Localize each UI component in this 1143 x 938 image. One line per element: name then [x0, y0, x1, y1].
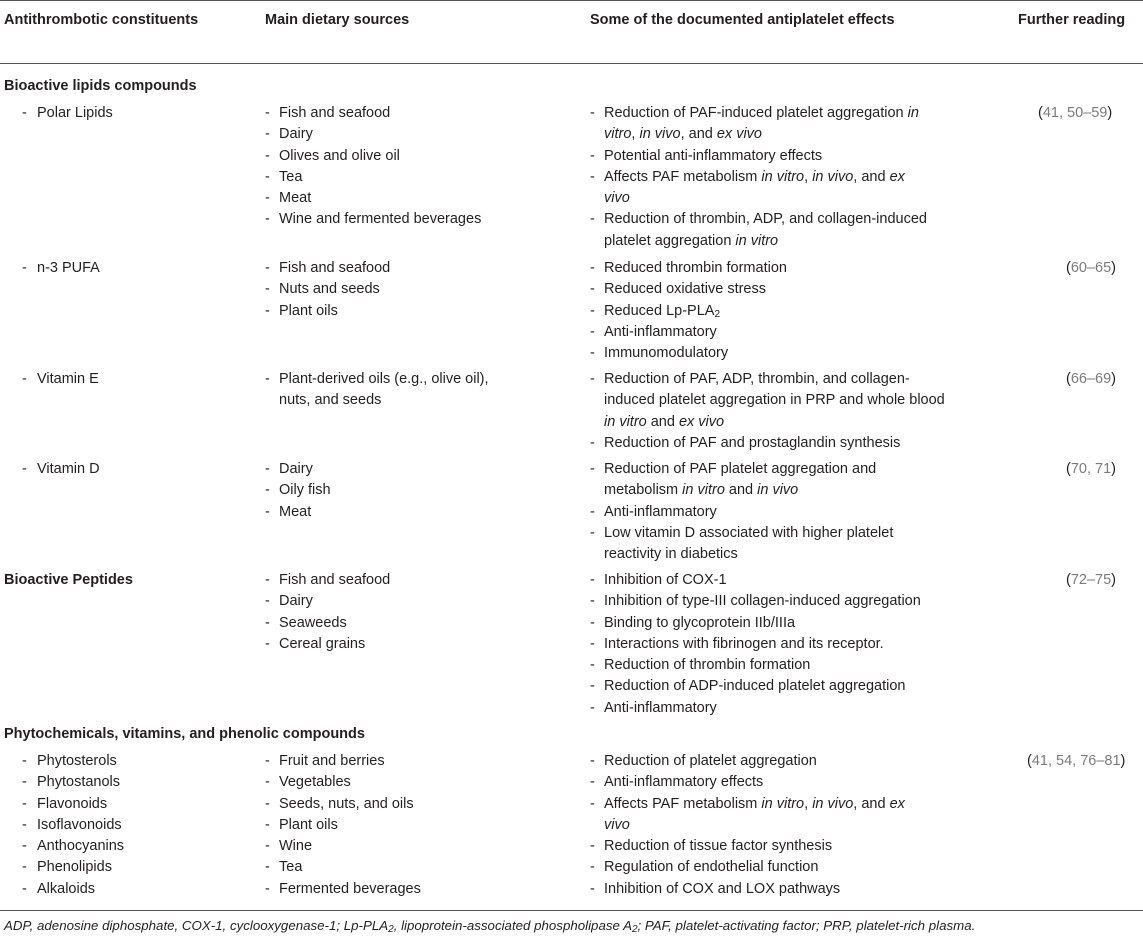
row-polar-lipids-name	[8, 103, 113, 124]
row-pufa-sources	[265, 258, 565, 322]
table-footnote: ADP, adenosine diphosphate, COX-1, cyclooxygenase-1; $Lp-PLA_2$, lipoprotein-associated phospholipase $A_2$; PAF, platelet-activating factor; PRP, platelet-rich plasma.	[4, 918, 976, 935]
row-polar-lipids-sources	[265, 103, 565, 231]
row-vitamin-d-effects	[590, 459, 930, 565]
effect-item: - Low vitamin D associated with higher platelet reactivity in diabetics	[590, 523, 930, 566]
effect-item: - Reduction of thrombin, ADP, and collagen-induced platelet aggregation in vitro	[590, 209, 930, 252]
header-sources: Main dietary sources	[265, 12, 410, 28]
source-item: - Dairy	[265, 591, 565, 612]
effect-item: - Anti-inflammatory	[590, 502, 930, 523]
row-vitamin-e-sources	[265, 369, 515, 412]
constituent-item: - Anthocyanins	[22, 836, 252, 857]
header-effects: Some of the documented antiplatelet effects	[590, 12, 895, 28]
effect-item: - Inhibition of type-III collagen-induced aggregation	[590, 591, 950, 612]
effect-item: - Anti-inflammatory	[590, 698, 950, 719]
header-further-reading: Further reading	[1018, 12, 1126, 28]
constituent-item: - Isoflavonoids	[22, 815, 252, 836]
effect-item: - Reduced oxidative stress	[590, 279, 930, 300]
effect-item: - Reduction of PAF-induced platelet aggregation in vitro, in vivo, and ex vivo	[590, 103, 930, 146]
effect-item: - Reduction of tissue factor synthesis	[590, 836, 930, 857]
row-vitamin-d-refs: (70, 71)	[1066, 461, 1117, 477]
constituent-item: - Alkaloids	[22, 879, 252, 900]
source-item: - Wine and fermented beverages	[265, 209, 565, 230]
section-phytochemicals: Phytochemicals, vitamins, and phenolic compounds	[4, 726, 365, 742]
constituent-item: - Phytostanols	[22, 772, 252, 793]
constituent-item: - Vitamin E	[22, 369, 99, 390]
source-item: - Fish and seafood	[265, 570, 565, 591]
source-item: - Olives and olive oil	[265, 146, 565, 167]
effect-item: - Affects PAF metabolism in vitro, in vivo, and ex vivo	[590, 167, 930, 210]
constituent-item: - Vitamin D	[22, 459, 100, 480]
source-item: - Cereal grains	[265, 634, 565, 655]
row-vitamin-e-refs: (66–69)	[1066, 371, 1117, 387]
constituent-item: - Phenolipids	[22, 857, 252, 878]
source-item: - Tea	[265, 167, 565, 188]
row-pufa-name	[8, 258, 100, 279]
constituent-item: - Phytosterols	[22, 751, 252, 772]
effect-item: - Regulation of endothelial function	[590, 857, 930, 878]
effect-item: - Reduced thrombin formation	[590, 258, 930, 279]
effect-item: - Reduced $Lp-PLA_2$	[590, 301, 930, 322]
header-constituents: Antithrombotic constituents	[4, 12, 199, 28]
section-lipids: Bioactive lipids compounds	[4, 78, 197, 94]
source-item: - Dairy	[265, 459, 565, 480]
effect-item: - Binding to glycoprotein IIb/IIIa	[590, 613, 950, 634]
source-item: - Dairy	[265, 124, 565, 145]
row-phyto-constituents	[8, 751, 252, 900]
source-item: - Meat	[265, 188, 565, 209]
row-polar-lipids-refs: (41, 50–59)	[1038, 105, 1113, 121]
reference-link[interactable]: 41, 54, 76–81	[1031, 753, 1121, 769]
row-phyto-sources	[265, 751, 565, 900]
constituent-item: - n-3 PUFA	[22, 258, 100, 279]
constituent-item: - Flavonoids	[22, 794, 252, 815]
effect-item: - Reduction of ADP-induced platelet aggregation	[590, 676, 950, 697]
source-item: - Fruit and berries	[265, 751, 565, 772]
effect-item: - Reduction of PAF platelet aggregation and metabolism in vitro and in vivo	[590, 459, 930, 502]
effect-item: - Reduction of PAF, ADP, thrombin, and collagen-induced platelet aggregation in PRP and whole blood in vitro and ex vivo	[590, 369, 950, 433]
effect-item: - Reduction of PAF and prostaglandin synthesis	[590, 433, 950, 454]
source-item: - Meat	[265, 502, 565, 523]
source-item: - Plant oils	[265, 301, 565, 322]
row-polar-lipids-effects	[590, 103, 930, 252]
effect-item: - Interactions with fibrinogen and its receptor.	[590, 634, 950, 655]
reference-link[interactable]: 41, 50–59	[1042, 105, 1108, 121]
section-peptides: Bioactive Peptides	[4, 572, 133, 588]
header-rule	[0, 63, 1143, 64]
reference-link[interactable]: 70, 71	[1070, 461, 1112, 477]
source-item: - Fish and seafood	[265, 258, 565, 279]
source-item: - Oily fish	[265, 480, 565, 501]
bottom-rule	[0, 910, 1143, 911]
effect-item: - Reduction of platelet aggregation	[590, 751, 930, 772]
row-peptides-sources	[265, 570, 565, 655]
row-peptides-effects	[590, 570, 950, 719]
source-item: - Plant oils	[265, 815, 565, 836]
reference-link[interactable]: 66–69	[1070, 371, 1112, 387]
row-phyto-refs: (41, 54, 76–81)	[1027, 753, 1126, 769]
row-vitamin-e-name	[8, 369, 99, 390]
effect-item: - Immunomodulatory	[590, 343, 930, 364]
effect-item: - Anti-inflammatory effects	[590, 772, 930, 793]
source-item: - Plant-derived oils (e.g., olive oil), nuts, and seeds	[265, 369, 515, 412]
source-item: - Vegetables	[265, 772, 565, 793]
row-vitamin-d-name	[8, 459, 100, 480]
effect-item: - Anti-inflammatory	[590, 322, 930, 343]
row-vitamin-e-effects	[590, 369, 950, 454]
reference-link[interactable]: 60–65	[1070, 260, 1112, 276]
effect-item: - Inhibition of COX and LOX pathways	[590, 879, 930, 900]
source-item: - Nuts and seeds	[265, 279, 565, 300]
row-pufa-effects	[590, 258, 930, 364]
row-phyto-effects	[590, 751, 930, 900]
source-item: - Seaweeds	[265, 613, 565, 634]
effect-item: - Potential anti-inflammatory effects	[590, 146, 930, 167]
effect-item: - Affects PAF metabolism in vitro, in vivo, and ex vivo	[590, 794, 930, 837]
row-peptides-refs: (72–75)	[1066, 572, 1117, 588]
reference-link[interactable]: 72–75	[1070, 572, 1112, 588]
source-item: - Fermented beverages	[265, 879, 565, 900]
source-item: - Tea	[265, 857, 565, 878]
constituent-item: - Polar Lipids	[22, 103, 113, 124]
source-item: - Wine	[265, 836, 565, 857]
top-rule	[0, 0, 1143, 1]
source-item: - Seeds, nuts, and oils	[265, 794, 565, 815]
row-pufa-refs: (60–65)	[1066, 260, 1117, 276]
effect-item: - Reduction of thrombin formation	[590, 655, 950, 676]
effect-item: - Inhibition of COX-1	[590, 570, 950, 591]
source-item: - Fish and seafood	[265, 103, 565, 124]
row-vitamin-d-sources	[265, 459, 565, 523]
